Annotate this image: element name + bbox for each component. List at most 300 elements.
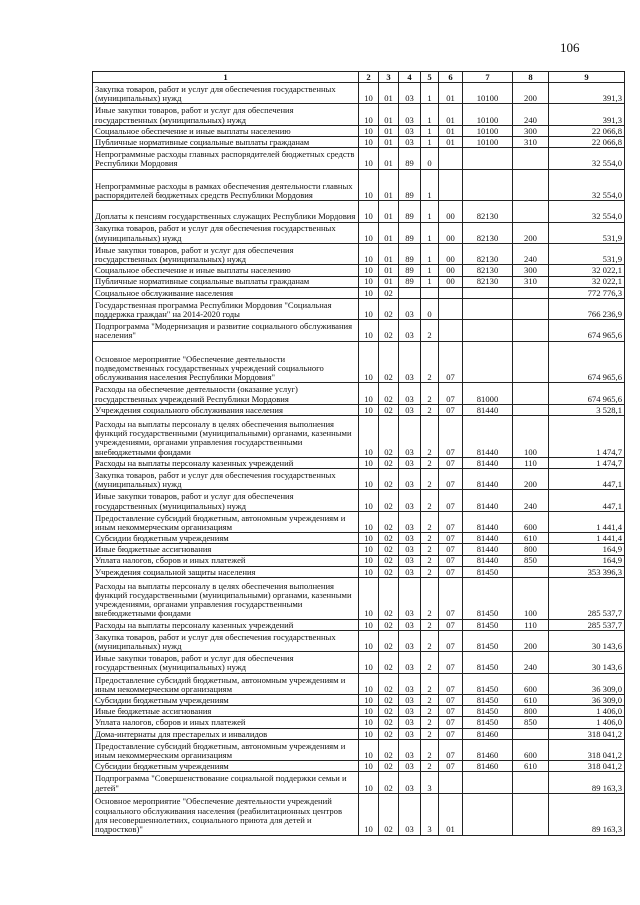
row-subsection: 02 bbox=[379, 717, 399, 728]
row-direction: 81450 bbox=[463, 706, 513, 717]
table-row bbox=[93, 793, 625, 835]
row-amount: 391,3 bbox=[549, 104, 625, 125]
row-subprogram: 1 bbox=[421, 83, 439, 104]
row-description: Иные бюджетные ассигнования bbox=[93, 706, 359, 717]
row-subsection: 02 bbox=[379, 706, 399, 717]
row-description: Непрограммные расходы главных распорядителей бюджетных средств Республики Мордовия bbox=[93, 148, 359, 169]
row-amount: 772 776,3 bbox=[549, 287, 625, 298]
row-event: 07 bbox=[439, 416, 463, 458]
row-section: 10 bbox=[359, 222, 379, 243]
row-direction: 81450 bbox=[463, 717, 513, 728]
row-section: 10 bbox=[359, 739, 379, 760]
row-amount: 318 041,2 bbox=[549, 728, 625, 739]
row-event: 07 bbox=[439, 404, 463, 415]
row-event: 07 bbox=[439, 695, 463, 706]
row-program bbox=[399, 287, 421, 298]
row-expense-type: 800 bbox=[513, 706, 549, 717]
row-program: 89 bbox=[399, 276, 421, 287]
table-row bbox=[93, 169, 625, 201]
row-event bbox=[439, 169, 463, 201]
row-subsection: 02 bbox=[379, 416, 399, 458]
row-subsection: 02 bbox=[379, 728, 399, 739]
row-amount: 32 022,1 bbox=[549, 265, 625, 276]
row-description: Иные закупки товаров, работ и услуг для обеспечения государственных (муниципальных) нужд bbox=[93, 243, 359, 264]
row-direction bbox=[463, 169, 513, 201]
row-section: 10 bbox=[359, 265, 379, 276]
row-direction: 10100 bbox=[463, 83, 513, 104]
row-subprogram: 2 bbox=[421, 619, 439, 630]
row-event: 00 bbox=[439, 243, 463, 264]
table-row bbox=[93, 490, 625, 511]
row-section: 10 bbox=[359, 706, 379, 717]
row-expense-type bbox=[513, 404, 549, 415]
table-row bbox=[93, 341, 625, 383]
table-row bbox=[93, 298, 625, 319]
row-subprogram: 2 bbox=[421, 511, 439, 532]
row-subsection: 01 bbox=[379, 222, 399, 243]
row-subprogram: 2 bbox=[421, 717, 439, 728]
row-amount: 285 537,7 bbox=[549, 577, 625, 619]
row-amount: 674 965,6 bbox=[549, 341, 625, 383]
row-event: 07 bbox=[439, 341, 463, 383]
row-subsection: 02 bbox=[379, 555, 399, 566]
row-expense-type: 850 bbox=[513, 555, 549, 566]
row-description: Основное мероприятие "Обеспечение деятельности учреждений социального обслуживания населения (реабилитационных центров для несовершеннолетних, социального приюта для детей и подростков)" bbox=[93, 793, 359, 835]
row-amount: 32 022,1 bbox=[549, 276, 625, 287]
row-description: Субсидии бюджетным учреждениям bbox=[93, 533, 359, 544]
row-section: 10 bbox=[359, 148, 379, 169]
row-program: 03 bbox=[399, 469, 421, 490]
row-amount: 3 528,1 bbox=[549, 404, 625, 415]
row-subprogram: 2 bbox=[421, 490, 439, 511]
row-amount: 22 066,8 bbox=[549, 136, 625, 147]
table-row bbox=[93, 739, 625, 760]
row-subsection: 02 bbox=[379, 469, 399, 490]
row-program: 03 bbox=[399, 125, 421, 136]
row-subprogram: 2 bbox=[421, 739, 439, 760]
row-event: 07 bbox=[439, 469, 463, 490]
row-direction: 81450 bbox=[463, 630, 513, 651]
row-direction: 81450 bbox=[463, 566, 513, 577]
table-row bbox=[93, 577, 625, 619]
row-program: 03 bbox=[399, 404, 421, 415]
row-program: 03 bbox=[399, 630, 421, 651]
row-subprogram: 3 bbox=[421, 793, 439, 835]
budget-table bbox=[92, 71, 625, 836]
row-event: 07 bbox=[439, 490, 463, 511]
row-event: 00 bbox=[439, 201, 463, 222]
row-event: 01 bbox=[439, 793, 463, 835]
row-direction: 81440 bbox=[463, 544, 513, 555]
row-program: 03 bbox=[399, 577, 421, 619]
table-row bbox=[93, 383, 625, 404]
row-amount: 164,9 bbox=[549, 544, 625, 555]
table-row bbox=[93, 201, 625, 222]
row-subsection: 01 bbox=[379, 201, 399, 222]
row-amount: 766 236,9 bbox=[549, 298, 625, 319]
row-event: 07 bbox=[439, 728, 463, 739]
row-amount: 353 396,3 bbox=[549, 566, 625, 577]
row-event: 07 bbox=[439, 739, 463, 760]
row-program: 89 bbox=[399, 148, 421, 169]
row-program: 89 bbox=[399, 201, 421, 222]
row-expense-type: 110 bbox=[513, 457, 549, 468]
row-amount: 391,3 bbox=[549, 83, 625, 104]
row-section: 10 bbox=[359, 761, 379, 772]
row-section: 10 bbox=[359, 490, 379, 511]
row-section: 10 bbox=[359, 383, 379, 404]
row-event bbox=[439, 148, 463, 169]
row-expense-type: 240 bbox=[513, 490, 549, 511]
row-program: 03 bbox=[399, 136, 421, 147]
row-program: 03 bbox=[399, 673, 421, 694]
row-event: 07 bbox=[439, 544, 463, 555]
row-direction: 81450 bbox=[463, 652, 513, 673]
row-amount: 30 143,6 bbox=[549, 652, 625, 673]
row-subprogram bbox=[421, 287, 439, 298]
table-row bbox=[93, 673, 625, 694]
row-expense-type: 610 bbox=[513, 695, 549, 706]
row-program: 03 bbox=[399, 298, 421, 319]
column-header-2: 2 bbox=[359, 72, 379, 83]
row-description: Расходы на обеспечение деятельности (оказание услуг) государственных учреждений Республики Мордовия bbox=[93, 383, 359, 404]
row-description: Социальное обеспечение и иные выплаты населению bbox=[93, 125, 359, 136]
row-description: Государственная программа Республики Мордовия "Социальная поддержка граждан" на 2014-2020 годы bbox=[93, 298, 359, 319]
table-row bbox=[93, 652, 625, 673]
row-description: Доплаты к пенсиям государственных служащих Республики Мордовия bbox=[93, 201, 359, 222]
row-event: 07 bbox=[439, 457, 463, 468]
row-subsection: 02 bbox=[379, 320, 399, 341]
row-amount: 1 406,0 bbox=[549, 706, 625, 717]
row-subprogram: 2 bbox=[421, 706, 439, 717]
row-section: 10 bbox=[359, 717, 379, 728]
row-expense-type: 800 bbox=[513, 544, 549, 555]
row-direction bbox=[463, 148, 513, 169]
row-amount: 30 143,6 bbox=[549, 630, 625, 651]
row-subsection: 02 bbox=[379, 695, 399, 706]
row-description: Предоставление субсидий бюджетным, автономным учреждениям и иным некоммерческим организациям bbox=[93, 673, 359, 694]
row-subprogram: 1 bbox=[421, 136, 439, 147]
row-description: Иные закупки товаров, работ и услуг для обеспечения государственных (муниципальных) нужд bbox=[93, 652, 359, 673]
row-description: Субсидии бюджетным учреждениям bbox=[93, 695, 359, 706]
row-program: 03 bbox=[399, 320, 421, 341]
row-event: 07 bbox=[439, 577, 463, 619]
table-row bbox=[93, 222, 625, 243]
row-expense-type: 200 bbox=[513, 222, 549, 243]
row-section: 10 bbox=[359, 298, 379, 319]
row-program: 03 bbox=[399, 383, 421, 404]
row-event: 07 bbox=[439, 630, 463, 651]
row-description: Расходы на выплаты персоналу в целях обеспечения выполнения функций государственными (муниципальными) органами, казенными учреждениями, органами управления государственными внебюджетными фондами bbox=[93, 416, 359, 458]
row-direction: 81450 bbox=[463, 673, 513, 694]
row-section: 10 bbox=[359, 276, 379, 287]
row-description: Предоставление субсидий бюджетным, автономным учреждениям и иным некоммерческим организациям bbox=[93, 511, 359, 532]
row-subprogram: 2 bbox=[421, 695, 439, 706]
row-direction: 81440 bbox=[463, 490, 513, 511]
row-subsection: 02 bbox=[379, 533, 399, 544]
row-description: Социальное обслуживание населения bbox=[93, 287, 359, 298]
row-section: 10 bbox=[359, 673, 379, 694]
table-row bbox=[93, 276, 625, 287]
row-direction: 81460 bbox=[463, 739, 513, 760]
row-program: 89 bbox=[399, 169, 421, 201]
table-row bbox=[93, 404, 625, 415]
row-subsection: 02 bbox=[379, 457, 399, 468]
table-row bbox=[93, 533, 625, 544]
row-expense-type: 110 bbox=[513, 619, 549, 630]
row-event: 07 bbox=[439, 761, 463, 772]
row-expense-type bbox=[513, 793, 549, 835]
table-row bbox=[93, 320, 625, 341]
row-expense-type: 600 bbox=[513, 511, 549, 532]
row-description: Расходы на выплаты персоналу в целях обеспечения выполнения функций государственными (муниципальными) органами, казенными учреждениями, органами управления государственными внебюджетными фондами bbox=[93, 577, 359, 619]
table-row bbox=[93, 630, 625, 651]
row-direction: 82130 bbox=[463, 243, 513, 264]
row-description: Закупка товаров, работ и услуг для обеспечения государственных (муниципальных) нужд bbox=[93, 222, 359, 243]
row-section: 10 bbox=[359, 577, 379, 619]
row-direction bbox=[463, 298, 513, 319]
column-header-1: 1 bbox=[93, 72, 359, 83]
table-row bbox=[93, 695, 625, 706]
table-row bbox=[93, 243, 625, 264]
row-section: 10 bbox=[359, 457, 379, 468]
row-subsection: 02 bbox=[379, 287, 399, 298]
row-amount: 1 406,0 bbox=[549, 717, 625, 728]
row-subprogram: 1 bbox=[421, 243, 439, 264]
row-subsection: 01 bbox=[379, 169, 399, 201]
row-amount: 32 554,0 bbox=[549, 148, 625, 169]
row-amount: 1 441,4 bbox=[549, 511, 625, 532]
row-subsection: 02 bbox=[379, 761, 399, 772]
row-program: 03 bbox=[399, 511, 421, 532]
row-subsection: 02 bbox=[379, 577, 399, 619]
row-section: 10 bbox=[359, 287, 379, 298]
row-event: 01 bbox=[439, 136, 463, 147]
row-program: 03 bbox=[399, 83, 421, 104]
row-description: Субсидии бюджетным учреждениям bbox=[93, 761, 359, 772]
row-section: 10 bbox=[359, 511, 379, 532]
table-row bbox=[93, 287, 625, 298]
row-description: Учреждения социальной защиты населения bbox=[93, 566, 359, 577]
row-section: 10 bbox=[359, 695, 379, 706]
row-subprogram: 2 bbox=[421, 383, 439, 404]
row-amount: 164,9 bbox=[549, 555, 625, 566]
table-row bbox=[93, 148, 625, 169]
row-expense-type bbox=[513, 169, 549, 201]
column-header-7: 7 bbox=[463, 72, 513, 83]
row-expense-type bbox=[513, 287, 549, 298]
row-subprogram: 2 bbox=[421, 469, 439, 490]
row-expense-type: 100 bbox=[513, 416, 549, 458]
row-subprogram: 2 bbox=[421, 544, 439, 555]
row-program: 03 bbox=[399, 555, 421, 566]
row-program: 03 bbox=[399, 728, 421, 739]
row-program: 03 bbox=[399, 104, 421, 125]
column-header-5: 5 bbox=[421, 72, 439, 83]
row-expense-type: 610 bbox=[513, 533, 549, 544]
row-direction bbox=[463, 772, 513, 793]
row-amount: 285 537,7 bbox=[549, 619, 625, 630]
row-direction: 81440 bbox=[463, 416, 513, 458]
row-program: 03 bbox=[399, 739, 421, 760]
row-direction: 10100 bbox=[463, 104, 513, 125]
row-section: 10 bbox=[359, 772, 379, 793]
row-direction: 81460 bbox=[463, 728, 513, 739]
row-expense-type: 200 bbox=[513, 83, 549, 104]
row-subprogram: 2 bbox=[421, 457, 439, 468]
row-subprogram: 2 bbox=[421, 728, 439, 739]
row-subprogram: 1 bbox=[421, 169, 439, 201]
row-amount: 531,9 bbox=[549, 222, 625, 243]
row-amount: 36 309,0 bbox=[549, 695, 625, 706]
row-description: Основное мероприятие "Обеспечение деятельности подведомственных государственных учреждений социального обслуживания населения Республики Мордовия" bbox=[93, 341, 359, 383]
row-subprogram: 1 bbox=[421, 201, 439, 222]
row-event: 01 bbox=[439, 104, 463, 125]
row-direction: 81440 bbox=[463, 511, 513, 532]
row-event: 07 bbox=[439, 566, 463, 577]
table-row bbox=[93, 544, 625, 555]
row-section: 10 bbox=[359, 104, 379, 125]
row-program: 03 bbox=[399, 761, 421, 772]
row-direction: 81440 bbox=[463, 555, 513, 566]
row-description: Расходы на выплаты персоналу казенных учреждений bbox=[93, 457, 359, 468]
row-subsection: 01 bbox=[379, 136, 399, 147]
row-subprogram: 2 bbox=[421, 555, 439, 566]
row-description: Закупка товаров, работ и услуг для обеспечения государственных (муниципальных) нужд bbox=[93, 469, 359, 490]
row-event: 00 bbox=[439, 222, 463, 243]
row-subsection: 01 bbox=[379, 83, 399, 104]
row-expense-type bbox=[513, 148, 549, 169]
row-subprogram: 2 bbox=[421, 630, 439, 651]
row-subprogram: 3 bbox=[421, 772, 439, 793]
row-description: Уплата налогов, сборов и иных платежей bbox=[93, 717, 359, 728]
table-row bbox=[93, 416, 625, 458]
row-section: 10 bbox=[359, 566, 379, 577]
row-section: 10 bbox=[359, 125, 379, 136]
row-expense-type: 310 bbox=[513, 276, 549, 287]
row-section: 10 bbox=[359, 555, 379, 566]
row-description: Подпрограмма "Модернизация и развитие социального обслуживания населения" bbox=[93, 320, 359, 341]
row-expense-type: 100 bbox=[513, 577, 549, 619]
row-amount: 674 965,6 bbox=[549, 383, 625, 404]
row-event bbox=[439, 772, 463, 793]
row-direction: 82130 bbox=[463, 276, 513, 287]
row-section: 10 bbox=[359, 201, 379, 222]
row-program: 03 bbox=[399, 793, 421, 835]
row-subprogram: 2 bbox=[421, 566, 439, 577]
table-row bbox=[93, 136, 625, 147]
row-program: 03 bbox=[399, 652, 421, 673]
row-subprogram: 2 bbox=[421, 577, 439, 619]
row-description: Иные бюджетные ассигнования bbox=[93, 544, 359, 555]
row-direction: 81450 bbox=[463, 695, 513, 706]
row-expense-type bbox=[513, 320, 549, 341]
row-event bbox=[439, 298, 463, 319]
row-subsection: 01 bbox=[379, 125, 399, 136]
row-subprogram: 2 bbox=[421, 673, 439, 694]
row-event: 00 bbox=[439, 276, 463, 287]
row-subsection: 02 bbox=[379, 619, 399, 630]
row-description: Учреждения социального обслуживания населения bbox=[93, 404, 359, 415]
row-subsection: 02 bbox=[379, 404, 399, 415]
table-row bbox=[93, 717, 625, 728]
row-amount: 89 163,3 bbox=[549, 772, 625, 793]
row-direction bbox=[463, 320, 513, 341]
row-subsection: 01 bbox=[379, 104, 399, 125]
row-event: 01 bbox=[439, 83, 463, 104]
row-amount: 447,1 bbox=[549, 490, 625, 511]
table-row bbox=[93, 566, 625, 577]
row-expense-type bbox=[513, 201, 549, 222]
row-direction: 81460 bbox=[463, 761, 513, 772]
row-section: 10 bbox=[359, 728, 379, 739]
row-event bbox=[439, 287, 463, 298]
row-section: 10 bbox=[359, 544, 379, 555]
row-expense-type bbox=[513, 566, 549, 577]
table-row bbox=[93, 555, 625, 566]
row-program: 03 bbox=[399, 566, 421, 577]
row-expense-type: 200 bbox=[513, 630, 549, 651]
row-subprogram: 1 bbox=[421, 276, 439, 287]
row-program: 03 bbox=[399, 416, 421, 458]
row-amount: 1 441,4 bbox=[549, 533, 625, 544]
header-row bbox=[93, 72, 625, 83]
row-amount: 318 041,2 bbox=[549, 761, 625, 772]
row-direction: 82130 bbox=[463, 222, 513, 243]
table-row bbox=[93, 125, 625, 136]
row-amount: 22 066,8 bbox=[549, 125, 625, 136]
row-direction: 81440 bbox=[463, 404, 513, 415]
row-section: 10 bbox=[359, 469, 379, 490]
column-header-6: 6 bbox=[439, 72, 463, 83]
table-row bbox=[93, 728, 625, 739]
row-description: Закупка товаров, работ и услуг для обеспечения государственных (муниципальных) нужд bbox=[93, 630, 359, 651]
row-description: Публичные нормативные социальные выплаты гражданам bbox=[93, 136, 359, 147]
row-amount: 674 965,6 bbox=[549, 320, 625, 341]
column-header-4: 4 bbox=[399, 72, 421, 83]
row-direction: 81450 bbox=[463, 577, 513, 619]
row-subprogram: 0 bbox=[421, 148, 439, 169]
row-subprogram: 2 bbox=[421, 341, 439, 383]
table-row bbox=[93, 772, 625, 793]
row-section: 10 bbox=[359, 83, 379, 104]
row-description: Иные закупки товаров, работ и услуг для обеспечения государственных (муниципальных) нужд bbox=[93, 104, 359, 125]
row-event: 07 bbox=[439, 706, 463, 717]
row-amount: 36 309,0 bbox=[549, 673, 625, 694]
row-description: Социальное обеспечение и иные выплаты населению bbox=[93, 265, 359, 276]
row-program: 03 bbox=[399, 533, 421, 544]
row-event: 07 bbox=[439, 555, 463, 566]
row-section: 10 bbox=[359, 652, 379, 673]
row-subsection: 02 bbox=[379, 793, 399, 835]
row-amount: 1 474,7 bbox=[549, 416, 625, 458]
row-section: 10 bbox=[359, 404, 379, 415]
row-subsection: 02 bbox=[379, 630, 399, 651]
row-subprogram: 1 bbox=[421, 265, 439, 276]
row-description: Подпрограмма "Совершенствование социальной поддержки семьи и детей" bbox=[93, 772, 359, 793]
row-program: 03 bbox=[399, 544, 421, 555]
row-direction: 81440 bbox=[463, 533, 513, 544]
row-program: 89 bbox=[399, 243, 421, 264]
row-subsection: 02 bbox=[379, 511, 399, 532]
row-subsection: 02 bbox=[379, 341, 399, 383]
column-header-3: 3 bbox=[379, 72, 399, 83]
row-expense-type bbox=[513, 341, 549, 383]
row-description: Иные закупки товаров, работ и услуг для обеспечения государственных (муниципальных) нужд bbox=[93, 490, 359, 511]
column-header-8: 8 bbox=[513, 72, 549, 83]
row-amount: 447,1 bbox=[549, 469, 625, 490]
row-subsection: 02 bbox=[379, 490, 399, 511]
